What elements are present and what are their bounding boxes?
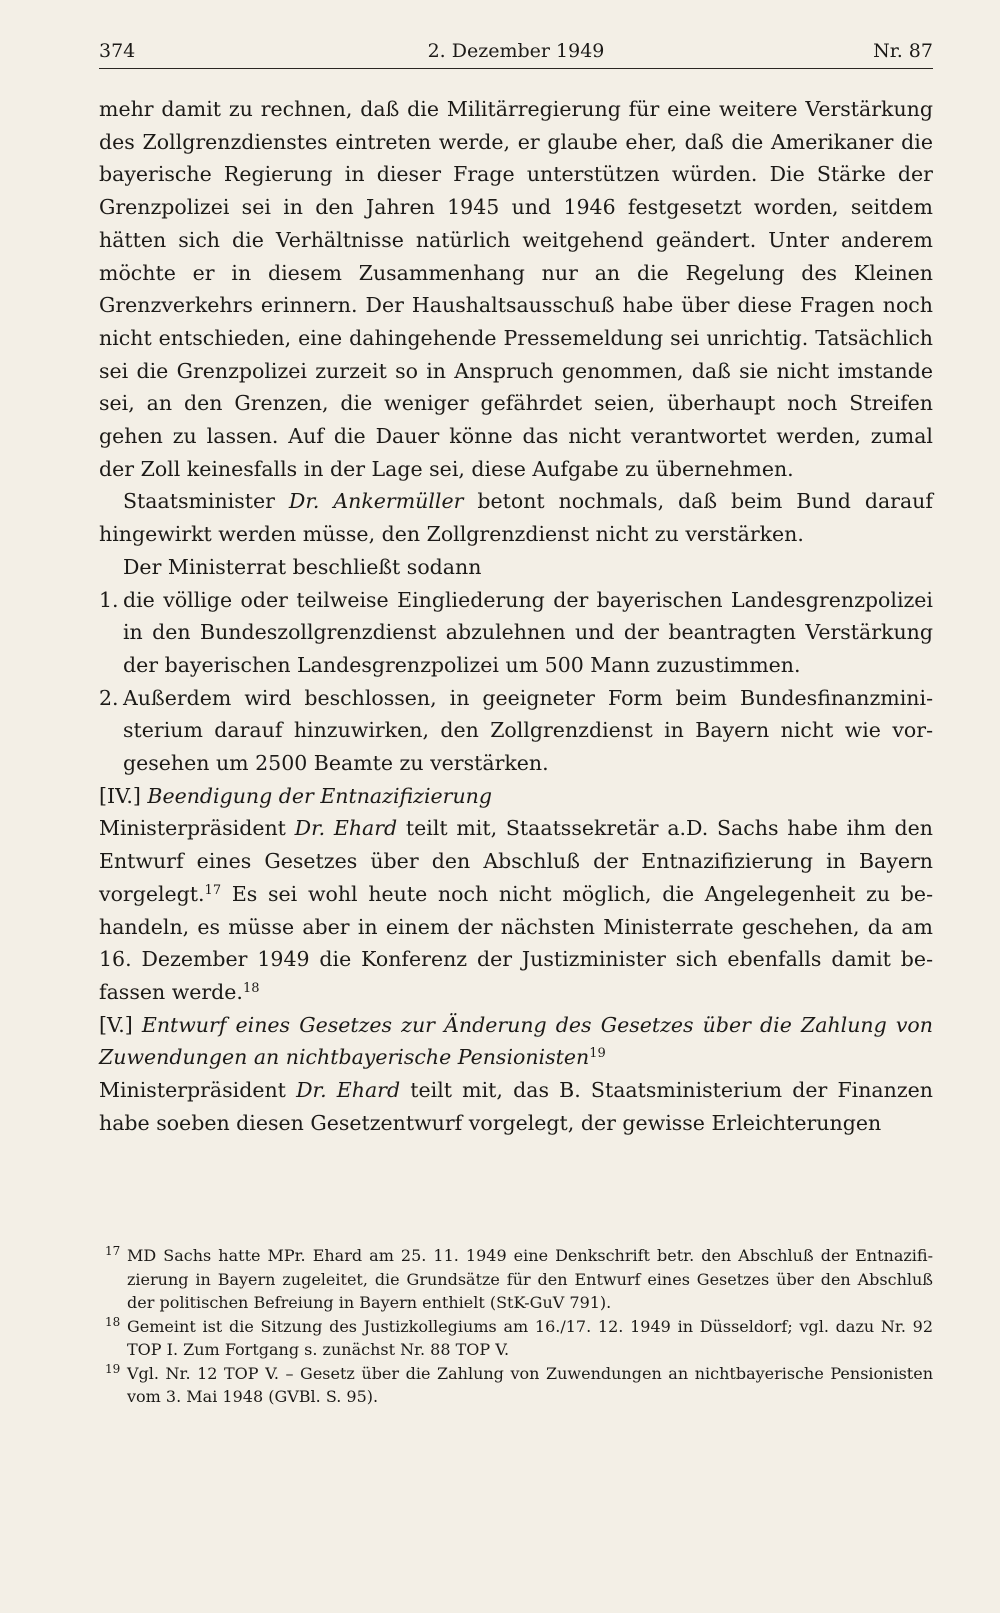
section-title: Beendigung der Entnazifizierung: [147, 783, 493, 808]
paragraph: [99, 1074, 933, 1139]
text-run: Es sei wohl heute noch nicht möglich, die Angelegenheit zu behandeln, es müsse aber in einem der nächsten Ministerrate geschehen, da am 16. Dezember 1949 die Konferenz der Justizminister sich ebenfalls damit befassen werde.: [99, 881, 933, 1004]
footnote-ref[interactable]: 18: [242, 980, 260, 996]
footnote: [99, 1244, 933, 1315]
footnote: [99, 1362, 933, 1409]
paragraph: Der Ministerrat beschließt sodann: [123, 554, 482, 579]
list-item-text: Außerdem wird beschlossen, in geeigneter Form beim Bundesfinanzministerium darauf hinzuwirken, den Zollgrenzdienst in Bayern nicht wie vorgesehen um 2500 Beamte zu verstärken.: [123, 685, 933, 776]
footnote-text: Gemeint ist die Sitzung des Justizkollegiums am 16./17. 12. 1949 in Düsseldorf; vgl. dazu Nr. 92 TOP I. Zum Fortgang s. zunächst Nr. 88 TOP V.: [127, 1316, 933, 1359]
running-header: [99, 38, 933, 69]
section-heading: [99, 1009, 933, 1074]
footnote-ref[interactable]: 19: [589, 1046, 606, 1062]
footnotes: [99, 1244, 933, 1409]
person-name: Dr. Ehard: [296, 1078, 401, 1103]
footnote-text: MD Sachs hatte MPr. Ehard am 25. 11. 1949 eine Denkschrift betr. den Abschluß der Entnazifizierung in Bayern zugeleitet, die Grundsätze für den Entwurf eines Gesetzes über den Abschluß der politischen Befreiung in Bayern enthielt (StK-GuV 791).: [127, 1246, 933, 1312]
text-run: teilt mit, das B. Staatsministerium der Finanzen habe soeben diesen Gesetzentwurf vorgelegt, der gewisse Erleichterungen: [99, 1078, 933, 1135]
text-run: teilt mit, Staatssekretär a.D. Sachs habe ihm den Entwurf eines Gesetzes über den Abschluß der Entnazifizierung in Bayern vorgelegt.: [99, 816, 933, 906]
list-number: 2.: [99, 685, 119, 710]
text-run: Staatsminister: [123, 489, 289, 514]
footnote-number: 18: [105, 1314, 121, 1329]
footnote-number: 17: [105, 1244, 121, 1258]
paragraph: [99, 485, 933, 550]
header-date: 2. Dezember 1949: [427, 40, 605, 62]
footnote-number: 19: [105, 1361, 121, 1376]
header-issue-number: Nr. 87: [873, 40, 933, 62]
section-label: [V.]: [99, 1012, 133, 1037]
footnote-text: Vgl. Nr. 12 TOP V. – Gesetz über die Zahlung von Zuwendungen an nichtbayerische Pensionisten vom 3. Mai 1948 (GVBl. S. 95).: [127, 1363, 933, 1406]
page-number: 374: [99, 40, 136, 62]
text-run: Ministerpräsident: [99, 816, 295, 841]
paragraph: mehr damit zu rechnen, daß die Militärregierung für eine weitere Verstärkung des Zollgrenzdienstes eintreten werde, er glaube eher, daß die Amerikaner die bayerische Regierung in dieser Frage unterstützen würden. Die Stärke der Grenzpolizei sei in den Jahren 1945 und 1946 festgesetzt worden, seitdem hätten sich die Verhältnisse natürlich weitgehend geändert. Unter anderem möchte er in diesem Zusammenhang nur an die Regelung des Kleinen Grenzverkehrs erinnern. Der Haushaltsausschuß habe über diese Fragen noch nicht entschieden, eine dahingehende Pressemeldung sei unrichtig. Tatsächlich sei die Grenzpolizei zurzeit so in Anspruch genommen, daß sie nicht imstande sei, an den Grenzen, die weniger gefährdet seien, überhaupt noch Streifen gehen zu lassen. Auf die Dauer könne das nicht verantwortet werden, zumal der Zoll keinesfalls in der Lage sei, diese Aufgabe zu übernehmen.: [99, 97, 933, 481]
body-text: [99, 93, 933, 1140]
section-title: Entwurf eines Gesetzes zur Änderung des Gesetzes über die Zahlung von Zuwendungen an nichtbayerische Pensionisten: [99, 1012, 933, 1070]
text-run: Ministerpräsident: [99, 1078, 297, 1103]
list-item-text: die völlige oder teilweise Eingliederung der bayerischen Landesgrenzpolizei in den Bundeszollgrenzdienst abzulehnen und der beantragten Verstärkung der bayerischen Landesgrenzpolizei um 500 Mann zuzustimmen.: [123, 587, 933, 677]
footnote: [99, 1315, 933, 1362]
section-heading: [99, 780, 933, 813]
paragraph: [99, 812, 933, 1008]
text-run: betont nochmals, daß beim Bund darauf hingewirkt werden müsse, den Zollgrenzdienst nicht zu verstärken.: [99, 489, 933, 547]
list-number: 1.: [99, 587, 119, 612]
person-name: Dr. Ankermüller: [288, 489, 464, 514]
section-label: [IV.]: [99, 783, 141, 808]
list-item: [99, 682, 933, 780]
page-content: [99, 38, 933, 1140]
resolution-list: [99, 584, 933, 780]
person-name: Dr. Ehard: [294, 816, 398, 841]
list-item: [99, 584, 933, 682]
footnote-ref[interactable]: 17: [204, 882, 222, 898]
